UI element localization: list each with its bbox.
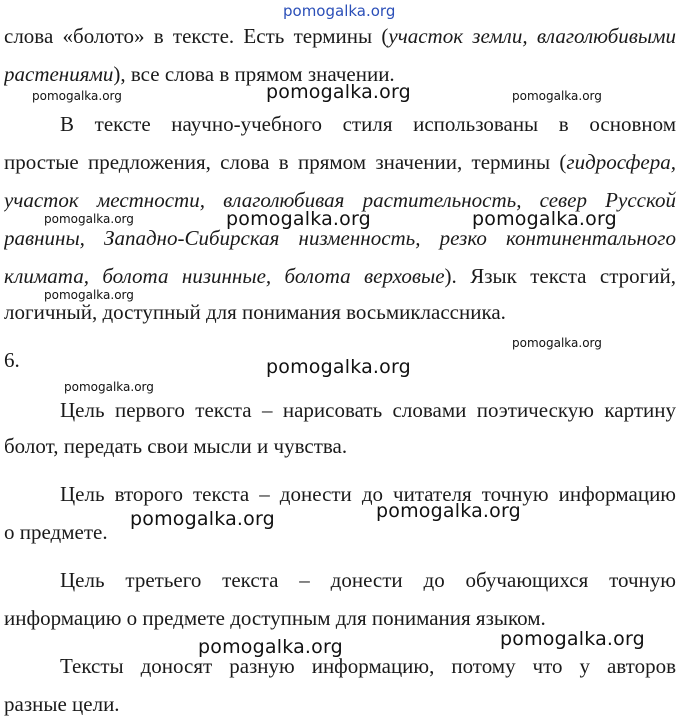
term-italic: участок земли, влаголюбивыми (388, 24, 676, 48)
text-line: Цель третьего текста – донести до обучающихся точную (60, 568, 676, 592)
text-line: логичный, доступный для понимания восьмиклассника. (4, 300, 506, 324)
watermark: pomogalka.org (283, 2, 396, 20)
term-italic: гидросфера, (566, 150, 676, 174)
text-line (4, 264, 676, 288)
text-line: болот, передать свои мысли и чувства. (4, 434, 348, 458)
watermark: pomogalka.org (32, 89, 122, 103)
text-line: Тексты доносят разную информацию, потому что у авторов (60, 654, 676, 678)
text-line: Цель первого текста – нарисовать словами поэтическую картину (60, 398, 676, 422)
text-span: простые предложения, слова в прямом значении, термины ( (4, 150, 567, 174)
text-line: информацию о предмете доступным для понимания языком. (4, 606, 546, 630)
watermark: pomogalka.org (198, 636, 343, 658)
text-span: ). Язык текста строгий, (444, 264, 676, 288)
term-italic: растениями (4, 62, 114, 86)
watermark: pomogalka.org (512, 336, 602, 350)
watermark: pomogalka.org (226, 208, 371, 230)
text-line: В тексте научно-учебного стиля использованы в основном (60, 112, 676, 136)
watermark: pomogalka.org (266, 81, 411, 103)
term-italic: участок местности, влаголюбивая растительность, север Русской (4, 188, 676, 212)
text-line (4, 150, 676, 174)
watermark: pomogalka.org (44, 288, 134, 302)
watermark: pomogalka.org (472, 208, 617, 230)
watermark: pomogalka.org (376, 500, 521, 522)
watermark: pomogalka.org (64, 380, 154, 394)
section-number: 6. (4, 348, 20, 372)
text-span: слова «болото» в тексте. Есть термины ( (4, 24, 389, 48)
text-line: разные цели. (4, 692, 120, 716)
watermark: pomogalka.org (44, 212, 134, 226)
watermark: pomogalka.org (130, 508, 275, 530)
text-span: ), все слова в прямом значении. (113, 62, 395, 86)
term-italic: равнины, Западно-Сибирская низменность, резко континентального (4, 226, 676, 250)
text-line: Цель второго текста – донести до читателя точную информацию (60, 482, 676, 506)
watermark: pomogalka.org (500, 628, 645, 650)
term-italic: климата, болота низинные, болота верховые (4, 264, 445, 288)
text-line (4, 24, 676, 48)
watermark: pomogalka.org (266, 356, 411, 378)
watermark: pomogalka.org (512, 89, 602, 103)
text-line: о предмете. (4, 520, 108, 544)
